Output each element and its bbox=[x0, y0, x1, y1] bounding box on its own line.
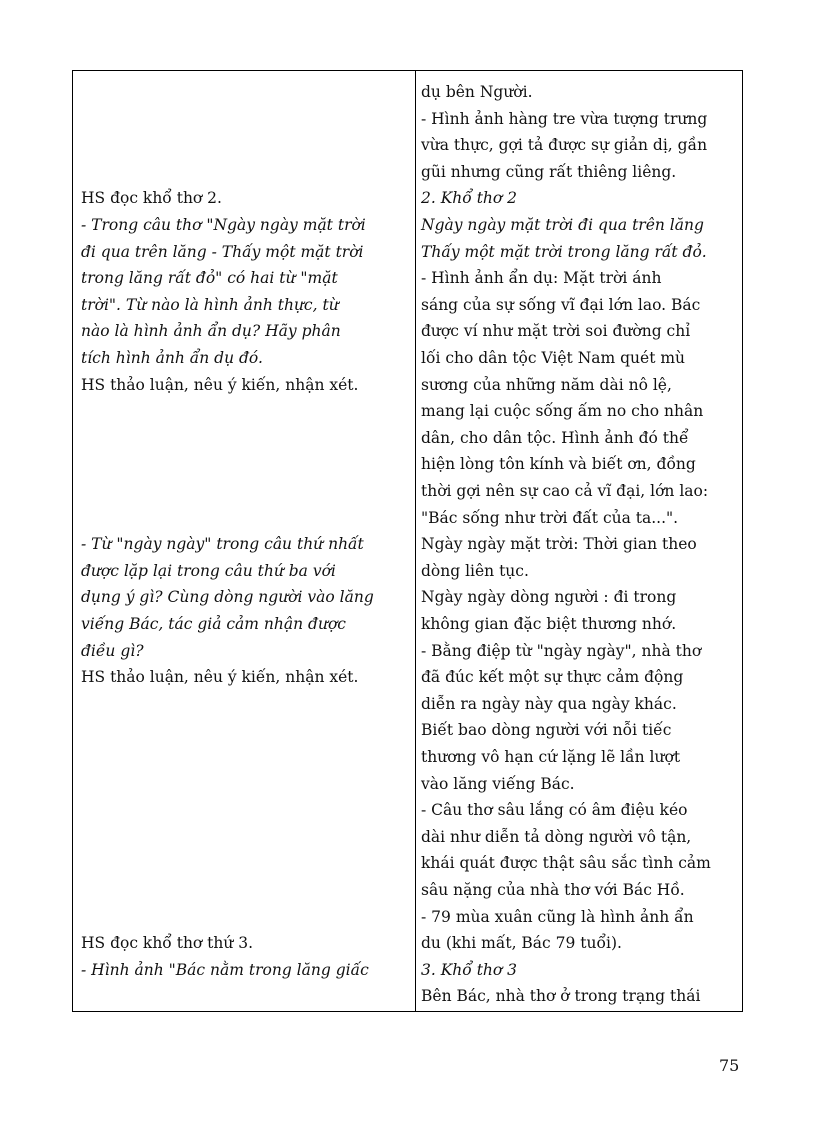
content-line: thương vô hạn cứ lặng lẽ lần lượt bbox=[421, 748, 681, 766]
page-number: 75 bbox=[719, 1056, 740, 1075]
content-line: dòng liên tục. bbox=[421, 561, 529, 580]
content-line: dụ bên Người. bbox=[421, 83, 533, 101]
content-line: Ngày ngày mặt trời đi qua trên lăng bbox=[421, 216, 704, 234]
content-line: được ví như mặt trời soi đường chỉ bbox=[421, 322, 691, 341]
content-line: - Câu thơ sâu lắng có âm điệu kéo bbox=[421, 801, 688, 820]
content-line: Ngày ngày dòng người : đi trong bbox=[421, 588, 677, 607]
activity-line: HS thảo luận, nêu ý kiến, nhận xét. bbox=[81, 668, 359, 687]
content-line: khái quát được thật sâu sắc tình cảm bbox=[421, 854, 711, 873]
content-line: lối cho dân tộc Việt Nam quét mù bbox=[421, 349, 686, 367]
activity-line: - Trong câu thơ "Ngày ngày mặt trời bbox=[81, 216, 366, 234]
content-line: hiện lòng tôn kính và biết ơn, đồng bbox=[421, 455, 696, 474]
activity-line: đi qua trên lăng - Thấy một mặt trời bbox=[81, 242, 364, 261]
content-line: đã đúc kết một sự thực cảm động bbox=[421, 668, 684, 687]
content-table bbox=[72, 70, 743, 1012]
activity-line: trong lăng rất đỏ" có hai từ "mặt bbox=[81, 269, 338, 288]
content-line: "Bác sống như trời đất của ta...". bbox=[421, 508, 679, 527]
activity-line: nào là hình ảnh ẩn dụ? Hãy phân bbox=[81, 322, 341, 341]
content-line: không gian đặc biệt thương nhớ. bbox=[421, 615, 677, 633]
activity-line: điều gì? bbox=[81, 641, 144, 660]
content-line: Biết bao dòng người với nỗi tiếc bbox=[421, 721, 672, 740]
content-line: Bên Bác, nhà thơ ở trong trạng thái bbox=[421, 987, 701, 1006]
content-column bbox=[421, 71, 739, 1011]
content-line: dân, cho dân tộc. Hình ảnh đó thể bbox=[421, 428, 689, 447]
activity-line: - Từ "ngày ngày" trong câu thứ nhất bbox=[81, 535, 364, 554]
content-line: dài như diễn tả dòng người vô tận, bbox=[421, 827, 692, 846]
activity-column bbox=[81, 71, 409, 1011]
content-line: sương của những năm dài nô lệ, bbox=[421, 375, 672, 394]
activity-line: HS thảo luận, nêu ý kiến, nhận xét. bbox=[81, 375, 359, 394]
activity-line: trời". Từ nào là hình ảnh thực, từ bbox=[81, 295, 339, 314]
activity-line: HS đọc khổ thơ thứ 3. bbox=[81, 934, 254, 953]
activity-line: được lặp lại trong câu thứ ba với bbox=[81, 561, 336, 580]
content-line: Thấy một mặt trời trong lăng rất đỏ. bbox=[421, 242, 707, 261]
column-divider bbox=[415, 71, 416, 1011]
content-line: vào lăng viếng Bác. bbox=[421, 774, 575, 793]
content-line: - Hình ảnh ẩn dụ: Mặt trời ánh bbox=[421, 269, 662, 288]
content-line: vừa thực, gợi tả được sự giản dị, gần bbox=[421, 136, 708, 155]
activity-line: dụng ý gì? Cùng dòng người vào lăng bbox=[81, 588, 374, 607]
content-line: gũi nhưng cũng rất thiêng liêng. bbox=[421, 162, 677, 181]
content-line: 2. Khổ thơ 2 bbox=[421, 189, 518, 208]
activity-line: HS đọc khổ thơ 2. bbox=[81, 189, 222, 208]
content-line: - Hình ảnh hàng tre vừa tượng trưng bbox=[421, 109, 708, 128]
activity-line: tích hình ảnh ẩn dụ đó. bbox=[81, 349, 263, 367]
content-line: thời gợi nên sự cao cả vĩ đại, lớn lao: bbox=[421, 482, 709, 500]
content-line: du (khi mất, Bác 79 tuổi). bbox=[421, 934, 622, 953]
content-line: mang lại cuộc sống ấm no cho nhân bbox=[421, 402, 704, 421]
content-line: - Bằng điệp từ "ngày ngày", nhà thơ bbox=[421, 641, 702, 660]
content-line: 3. Khổ thơ 3 bbox=[421, 960, 518, 979]
content-line: sâu nặng của nhà thơ với Bác Hồ. bbox=[421, 881, 685, 899]
activity-line: viếng Bác, tác giả cảm nhận được bbox=[81, 615, 346, 633]
content-line: diễn ra ngày này qua ngày khác. bbox=[421, 694, 677, 713]
content-line: sáng của sự sống vĩ đại lớn lao. Bác bbox=[421, 295, 701, 314]
content-line: Ngày ngày mặt trời: Thời gian theo bbox=[421, 535, 697, 554]
content-line: - 79 mùa xuân cũng là hình ảnh ẩn bbox=[421, 907, 694, 926]
activity-line: - Hình ảnh "Bác nằm trong lăng giấc bbox=[81, 960, 369, 979]
